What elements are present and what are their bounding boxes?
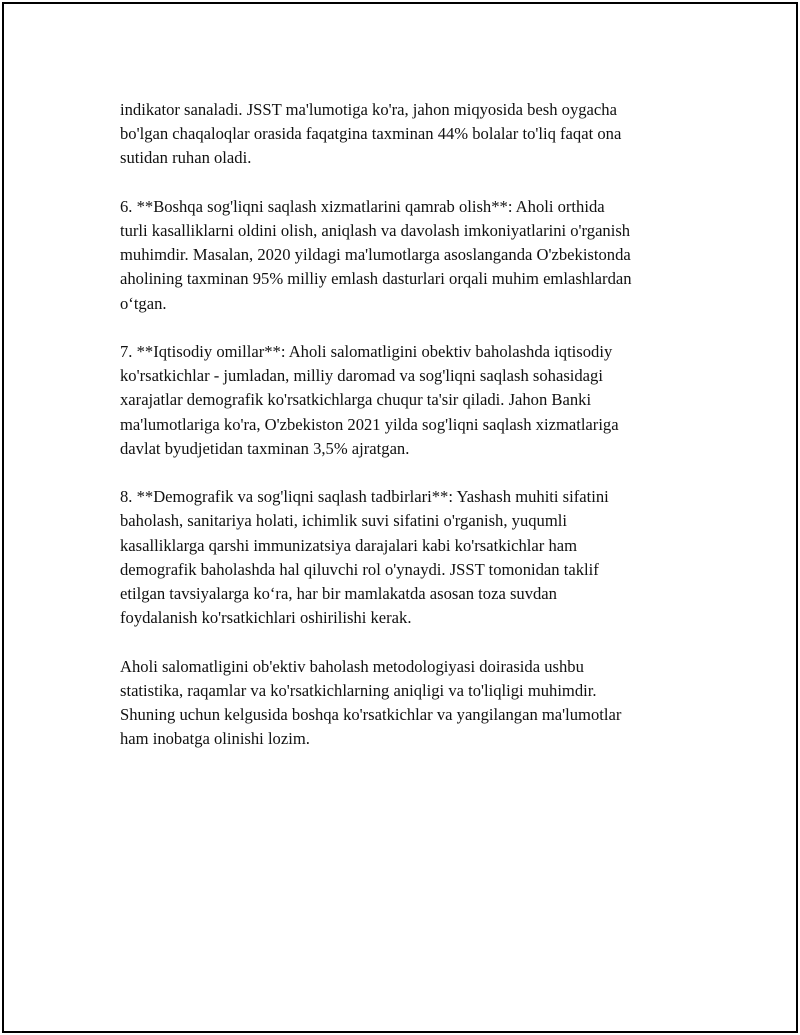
- text-line: Shuning uchun kelgusida boshqa ko'rsatkichlar va yangilangan ma'lumotlar: [120, 705, 622, 725]
- text-line: turli kasalliklarni oldini olish, aniqlash va davolash imkoniyatlarini o'rganish: [120, 221, 631, 240]
- text-line: muhimdir. Masalan, 2020 yildagi ma'lumotlarga asoslanganda O'zbekistonda: [120, 245, 631, 265]
- text-line: xarajatlar demografik ko'rsatkichlarga chuqur ta'sir qiladi. Jahon Banki: [120, 390, 592, 410]
- text-line: ham inobatga olinishi lozim.: [120, 729, 310, 749]
- text-line: bo'lgan chaqaloqlar orasida faqatgina taxminan 44% bolalar to'liq faqat ona: [120, 124, 622, 144]
- text-line: etilgan tavsiyalarga ko‘ra, har bir mamlakatda asosan toza suvdan: [120, 584, 557, 604]
- paragraph-breastfeeding-indicator: [120, 98, 700, 171]
- text-line: davlat byudjetidan taxminan 3,5% ajratgan.: [120, 438, 410, 458]
- text-line: baholash, sanitariya holati, ichimlik suvi sifatini o'rganish, yuqumli: [120, 511, 567, 531]
- text-line: kasalliklarga qarshi immunizatsiya darajalari kabi ko'rsatkichlar ham: [120, 535, 578, 555]
- paragraph-item-8-demographic-measures: [120, 485, 700, 630]
- paragraph-conclusion: [120, 655, 700, 752]
- text-line: sutidan ruhan oladi.: [120, 148, 252, 168]
- page-frame: [2, 2, 798, 1033]
- text-line: indikator sanaladi. JSST ma'lumotiga ko'ra, jahon miqyosida besh oygacha: [120, 100, 617, 119]
- text-line: 8. **Demografik va sog'liqni saqlash tadbirlari**: Yashash muhiti sifatini: [120, 487, 609, 507]
- text-line: Aholi salomatligini ob'ektiv baholash metodologiyasi doirasida ushbu: [120, 656, 584, 676]
- text-line: statistika, raqamlar va ko'rsatkichlarning aniqligi va to'liqligi muhimdir.: [120, 680, 597, 700]
- text-line: ko'rsatkichlar - jumladan, milliy daromad va sog'liqni saqlash sohasidagi: [120, 366, 603, 386]
- text-line: 7. **Iqtisodiy omillar**: Aholi salomatligini obektiv baholashda iqtisodiy: [120, 342, 613, 361]
- text-line: 6. **Boshqa sog'liqni saqlash xizmatlarini qamrab olish**: Aholi orthida: [120, 196, 605, 216]
- text-line: ma'lumotlariga ko'ra, O'zbekiston 2021 yilda sog'liqni saqlash xizmatlariga: [120, 414, 619, 434]
- page-body: [120, 98, 700, 776]
- paragraph-item-7-economic-factors: [120, 340, 700, 461]
- text-line: demografik baholashda hal qiluvchi rol o'ynaydi. JSST tomonidan taklif: [120, 559, 599, 579]
- paragraph-item-6-health-services: [120, 195, 700, 316]
- text-line: foydalanish ko'rsatkichlari oshirilishi kerak.: [120, 608, 412, 628]
- text-line: o‘tgan.: [120, 293, 167, 313]
- text-line: aholining taxminan 95% milliy emlash dasturlari orqali muhim emlashlardan: [120, 269, 632, 289]
